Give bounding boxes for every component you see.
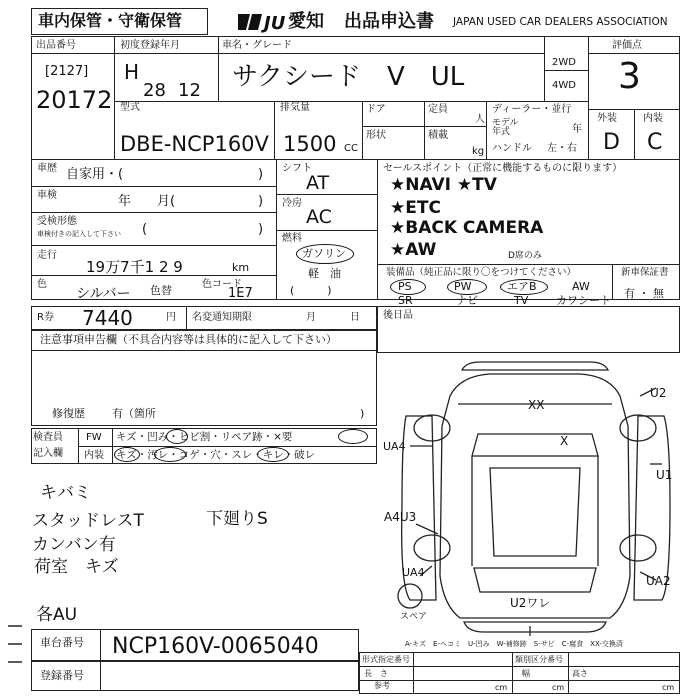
capacity-label: 定員 [428,104,448,115]
fuel-diesel: 軽 油 [308,267,341,280]
mileage-value: 19万7千1 2 9 [86,258,183,276]
eq-pw: PW [454,280,472,293]
load-label: 積載 [428,130,448,141]
ju-logo-icon [236,10,286,34]
eq-ps: PS [398,280,412,293]
form-title: 出品申込書 [344,11,434,32]
note-line-2: スタッドレスT [32,511,144,531]
handle-options: 左・右 [547,143,577,154]
rating-value: 3 [618,56,641,97]
history-value: 自家用・( [66,167,124,182]
name-change-day: 日 [350,312,360,323]
length-ref: 参考 [374,681,390,690]
shift-value: AT [306,172,330,194]
year-unit: 年 [572,124,582,135]
lot-box-value: [2127] [45,64,89,79]
fw-items: キズ・凹み・ヒビ割・リペア跡・×要 [116,431,293,443]
rating-label: 評価点 [612,40,642,51]
year-value: 28 [143,80,166,101]
note-line-3: カンバン有 [32,535,116,555]
recycle-label: R券 [37,312,54,323]
exterior-label: 外装 [597,113,617,124]
naisou-mark-1 [114,447,140,462]
cc-unit: CC [344,143,358,154]
sales-point-4: ★AW [390,240,437,260]
model-value: DBE-NCP160V [120,132,269,156]
repair-label: 修復歴 [52,407,85,420]
recall-paren-close: ) [258,222,264,237]
diagram-mark-xx: XX [528,398,545,412]
displacement-label: 排気量 [280,102,310,113]
diagram-mark-a4u3: A4U3 [384,510,417,524]
storage-label: 車内保管・守衛保管 [38,11,183,30]
warranty-label: 新車保証書 [621,267,669,278]
recall-note: 車検付きの記入して下さい [37,230,121,238]
eq-ac: エアB [507,280,537,293]
color-code-label: 色コード [202,279,242,290]
name-change-month: 月 [306,312,316,323]
model-label: 型式 [120,102,140,113]
eq-sr: SR [398,294,413,307]
color-change-label: 色替 [150,284,172,297]
after-label: 後日品 [383,310,413,321]
fw-label: FW [86,432,102,443]
doors-label: ドア [366,104,386,115]
car-name-label: 車名・グレード [222,40,292,51]
inspection-close: ) [258,194,264,209]
diagram-mark-ua4-left: UA4 [383,440,406,453]
inspector-label: 検査員 [33,432,63,443]
note-line-5: 各AU [36,605,78,625]
repair-value: 有（箇所 [112,407,156,420]
color-label: 色 [37,279,47,290]
fuel-gas: ガソリン [302,247,346,260]
height-label: 高さ [572,669,588,678]
naisou-label: 内装 [84,450,104,461]
note-line-2b: 下廻りS [206,509,268,529]
aircon-value: AC [306,206,332,228]
displacement-value: 1500 [283,132,337,156]
lot-no-label: 出品番号 [36,40,76,51]
sales-point-1: ★NAVI ★TV [390,175,497,195]
lot-number-value: 20172 [36,86,113,114]
inspector-label-2: 記入欄 [33,448,63,459]
logo-text: JU [264,13,286,34]
diagram-mark-u2-rear: U2ワレ [510,596,551,610]
width-label: 幅 [522,669,530,678]
spare-label: スペア [400,612,428,622]
history-close: ) [258,167,264,182]
recall-label: 受検形態 [37,216,77,227]
association-name: 愛知 [288,11,324,32]
naisou-items: キズ・汚レ・コゲ・穴・スレ・キレ・破レ [116,449,316,461]
handle-label: ハンドル [492,143,532,154]
naisou-mark-2 [154,447,186,462]
sales-points-label: セールスポイント（正常に機能するものに限ります） [383,163,623,174]
dealer-label: ディーラー・並行 [492,104,572,115]
fuel-other: ( ) [290,284,332,297]
car-name-value: サクシード V UL [232,62,465,92]
color-code-value: 1E7 [228,286,253,301]
recall-paren-open: ( [142,222,148,237]
diagram-mark-x: X [560,434,569,448]
aircon-label: 冷房 [282,198,302,209]
note-line-1: キバミ [40,483,91,503]
ju-logo [236,10,286,34]
diagram-mark-ua2: UA2 [646,574,671,588]
notes-label: 注意事項申告欄（不具合内容等は具体的に記入して下さい） [40,333,337,346]
height-cm: cm [662,683,675,692]
fw-mark-2 [338,429,368,444]
name-change-label: 名変通知期限 [192,312,252,323]
sales-point-3: ★BACK CAMERA [390,218,544,238]
chassis-value: NCP160V-0065040 [112,634,319,659]
history-label: 車歴 [37,163,57,174]
eq-sheet: カワシート [556,294,611,307]
drive-4wd: 4WD [552,80,576,91]
sales-point-2: ★ETC [390,198,441,218]
interior-value: C [647,130,663,155]
reg-no-label: 登録番号 [40,669,84,682]
diagram-mark-u2-top: U2 [650,386,667,400]
naisou-mark-3 [257,447,289,462]
inspection-value: 年 月( [118,194,176,209]
form-subtitle: JAPAN USED CAR DEALERS ASSOCIATION [453,16,668,28]
interior-label: 内装 [643,113,663,124]
model-year-suffix: 年式 [492,127,511,137]
sales-point-note: D席のみ [508,251,542,261]
exterior-value: D [603,130,620,155]
mileage-unit: km [232,261,250,274]
note-line-4: 荷室 キズ [34,557,119,577]
length-label: 長 さ [364,669,388,678]
chassis-label: 車台番号 [40,636,84,649]
color-value: シルバー [76,286,131,302]
yen-unit: 円 [166,312,176,323]
length-cm: cm [495,683,508,692]
capacity-unit: 人 [475,114,485,125]
load-unit: kg [472,146,485,157]
diagram-mark-u1: U1 [656,468,673,482]
month-value: 12 [178,80,201,101]
width-cm: cm [552,683,565,692]
equipment-label: 装備品（純正品に限り〇をつけてください） [386,267,577,278]
eq-aw: AW [572,280,590,293]
fuel-label: 燃料 [282,233,302,244]
inspection-label: 車検 [37,190,57,201]
warranty-options: 有 ・ 無 [624,287,664,300]
after-box [377,306,680,353]
repair-close: ) [360,407,365,420]
shape-label: 形状 [366,130,386,141]
shift-label: シフト [282,163,312,174]
era-value: H [124,60,140,84]
diagram-mark-ua4-bottom: UA4 [402,566,425,579]
fw-mark-1 [166,429,188,444]
recycle-value: 7440 [82,306,133,330]
first-reg-label: 初度登録年月 [120,40,180,51]
damage-legend: A-キズ E-ヘコミ U-凹み W-補修跡 S-サビ C-腐食 XX-交換済 [405,640,623,648]
class-no-label: 類別区分番号 [515,655,563,664]
punch-marks [6,620,26,680]
mileage-label: 走行 [37,250,57,261]
eq-navi: ナビ [456,294,478,307]
form-no-label: 形式指定番号 [362,655,410,664]
model-year-label: モデル [492,118,519,128]
drive-2wd: 2WD [552,57,576,68]
eq-tv: TV [514,294,529,307]
